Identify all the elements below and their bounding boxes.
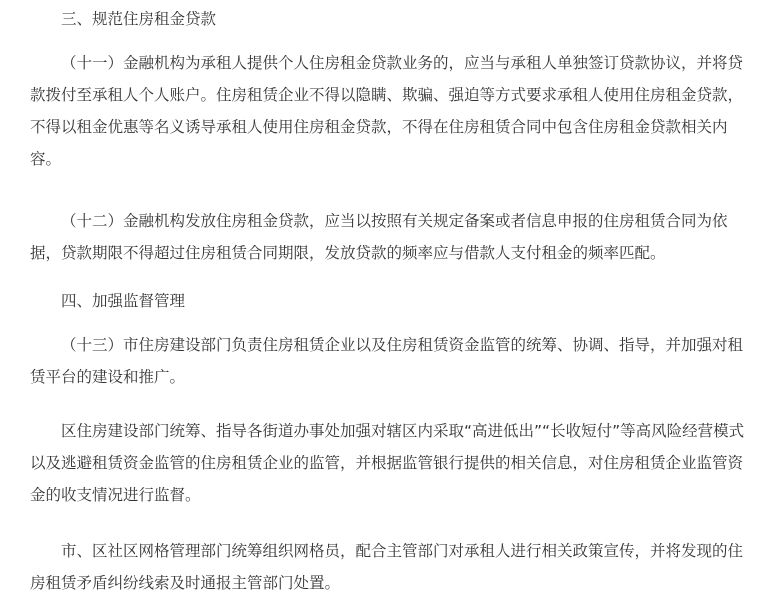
district-supervision-paragraph: 区住房建设部门统筹、指导各街道办事处加强对辖区内采取“高进低出”“长收短付”等高风险经营模式以及逃避租赁资金监管的住房租赁企业的监管，并根据监管银行提供的相关信息，对住房租赁企业监管资金的收支情况进行监督。 <box>30 422 745 504</box>
article-11-paragraph: （十一）金融机构为承租人提供个人住房租金贷款业务的，应当与承租人单独签订贷款协议，并将贷款拨付至承租人个人账户。住房租赁企业不得以隐瞒、欺骗、强迫等方式要求承租人使用住房租金贷款，不得以租金优惠等名义诱导承租人使用住房租金贷款，不得在住房租赁合同中包含住房租金贷款相关内容。 <box>30 54 744 168</box>
section-heading-3: 三、规范住房租金贷款 <box>61 10 217 28</box>
section-heading-4: 四、加强监督管理 <box>61 292 186 310</box>
article-13-paragraph: （十三）市住房建设部门负责住房租赁企业以及住房租赁资金监管的统筹、协调、指导，并加强对租赁平台的建设和推广。 <box>30 336 744 386</box>
grid-management-paragraph: 市、区社区网格管理部门统筹组织网格员，配合主管部门对承租人进行相关政策宣传，并将发现的住房租赁矛盾纠纷线索及时通报主管部门处置。 <box>30 542 744 592</box>
article-12-paragraph: （十二）金融机构发放住房租金贷款，应当以按照有关规定备案或者信息申报的住房租赁合同为依据，贷款期限不得超过住房租赁合同期限，发放贷款的频率应与借款人支付租金的频率匹配。 <box>30 212 728 262</box>
